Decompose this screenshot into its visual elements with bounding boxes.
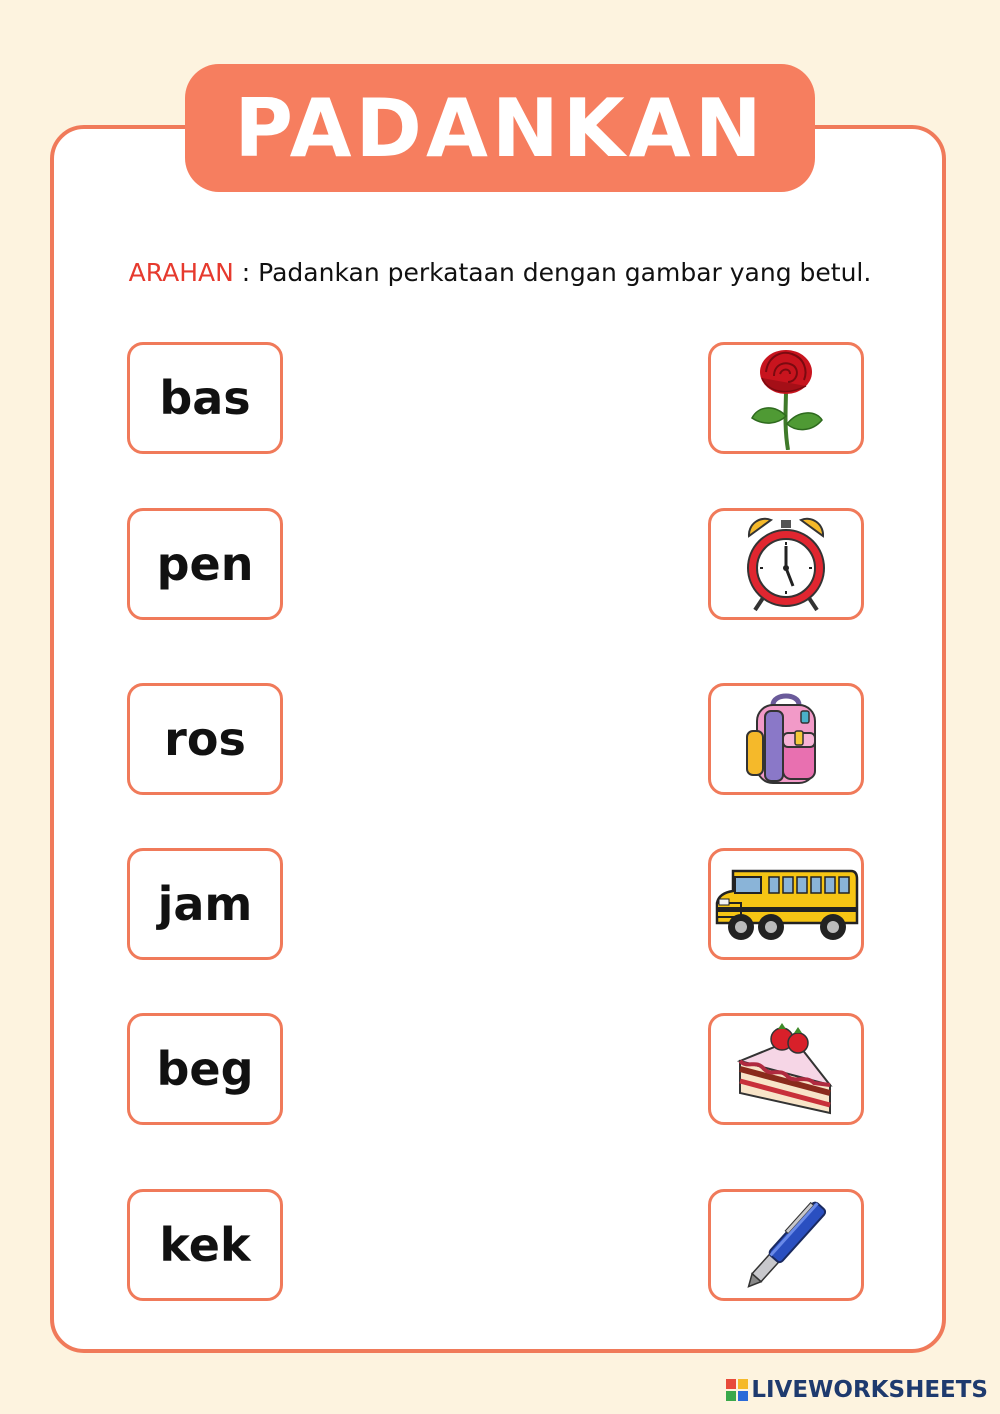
word-box-6[interactable] (127, 1189, 283, 1301)
word-label: pen (156, 537, 254, 591)
word-box-1[interactable] (127, 342, 283, 454)
school-bus-image (713, 863, 859, 945)
picture-box-cake[interactable] (708, 1013, 864, 1125)
word-label: jam (157, 877, 253, 931)
word-box-5[interactable] (127, 1013, 283, 1125)
instruction-separator: : (233, 258, 259, 287)
picture-box-rose[interactable] (708, 342, 864, 454)
picture-box-bus[interactable] (708, 848, 864, 960)
word-box-2[interactable] (127, 508, 283, 620)
instruction (0, 258, 1000, 287)
picture-box-pen[interactable] (708, 1189, 864, 1301)
alarm-clock-image (741, 514, 831, 614)
footer-brand (725, 1374, 988, 1406)
rose-image (746, 346, 826, 450)
instruction-text: Padankan perkataan dengan gambar yang betul. (258, 258, 872, 287)
word-box-3[interactable] (127, 683, 283, 795)
backpack-image (743, 691, 829, 787)
word-label: kek (159, 1218, 251, 1272)
pen-image (734, 1195, 838, 1295)
cake-image (734, 1021, 838, 1117)
word-label: bas (159, 371, 251, 425)
picture-box-backpack[interactable] (708, 683, 864, 795)
brand-name: LIVEWORKSHEETS (751, 1377, 988, 1403)
liveworksheets-logo-icon (725, 1378, 749, 1402)
word-box-4[interactable] (127, 848, 283, 960)
instruction-label: ARAHAN (128, 258, 234, 287)
word-label: ros (164, 712, 246, 766)
title-banner (185, 64, 815, 192)
picture-box-clock[interactable] (708, 508, 864, 620)
page-title: PADANKAN (234, 81, 766, 175)
word-label: beg (156, 1042, 254, 1096)
